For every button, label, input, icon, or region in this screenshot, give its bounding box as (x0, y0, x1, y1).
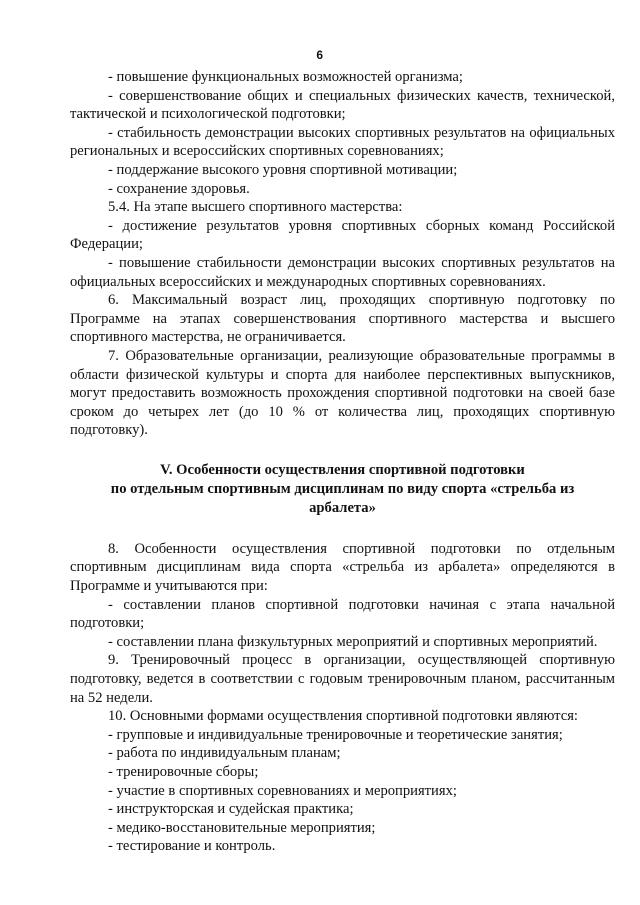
paragraph: 9. Тренировочный процесс в организации, осуществляющей спортивную подготовку, ведется в соответствии с годовым тренировочным планом, рассчитанным на 52 недели. (70, 652, 615, 706)
paragraph: - повышение функциональных возможностей организма; (108, 69, 463, 85)
section-heading-line: V. Особенности осуществления спортивной подготовки (160, 461, 525, 478)
paragraph: 6. Максимальный возраст лиц, проходящих спортивную подготовку по Программе на этапах совершенствования спортивного мастерства и высшего спортивного мастерства, не ограничивается. (70, 292, 615, 346)
document-body (70, 68, 615, 856)
paragraph: - сохранение здоровья. (108, 180, 250, 197)
paragraph: 5.4. На этапе высшего спортивного мастерства: (108, 199, 403, 216)
list-item: - медико-восстановительные мероприятия; (108, 819, 376, 836)
list-item: - групповые и индивидуальные тренировочные и теоретические занятия; (108, 726, 563, 743)
paragraph: - поддержание высокого уровня спортивной мотивации; (108, 161, 458, 178)
list-item: - работа по индивидуальным планам; (108, 745, 341, 762)
paragraph: - составлении планов спортивной подготовки начиная с этапа начальной подготовки; (70, 596, 615, 632)
paragraph: - повышение стабильности демонстрации высоких спортивных результатов на официальных всероссийских и международных спортивных соревнованиях. (70, 254, 615, 290)
paragraph: 10. Основными формами осуществления спортивной подготовки являются: (108, 708, 578, 725)
list-item: - участие в спортивных соревнованиях и мероприятиях; (108, 782, 457, 799)
section-heading (70, 461, 615, 518)
list-item: - тренировочные сборы; (108, 764, 259, 780)
page-number: 6 (316, 48, 324, 62)
list-item: - тестирование и контроль. (108, 838, 276, 855)
paragraph: 7. Образовательные организации, реализующие образовательные программы в области физической культуры и спорта для наиболее перспективных выпускников, могут предоставить возможность прохождения спортивной подготовки на своей базе сроком до четырех лет (до 10 % от количества лиц, проходящих спортивную подготовку). (70, 347, 615, 439)
section-heading-line: по отдельным спортивным дисциплинам по виду спорта «стрельба из (110, 480, 575, 497)
section-heading-line: арбалета» (309, 499, 376, 516)
list-item: - инструкторская и судейская практика; (108, 801, 354, 818)
paragraph: - составлении плана физкультурных мероприятий и спортивных мероприятий. (108, 633, 598, 650)
paragraph: - достижение результатов уровня спортивных сборных команд Российской Федерации; (70, 217, 615, 253)
paragraph: - совершенствование общих и специальных физических качеств, технической, тактической и психологической подготовки; (70, 87, 615, 123)
paragraph: 8. Особенности осуществления спортивной подготовки по отдельным спортивным дисциплинам вида спорта «стрельба из арбалета» определяются в Программе и учитываются при: (70, 540, 615, 595)
paragraph: - стабильность демонстрации высоких спортивных результатов на официальных региональных и всероссийских спортивных соревнованиях; (70, 124, 615, 160)
